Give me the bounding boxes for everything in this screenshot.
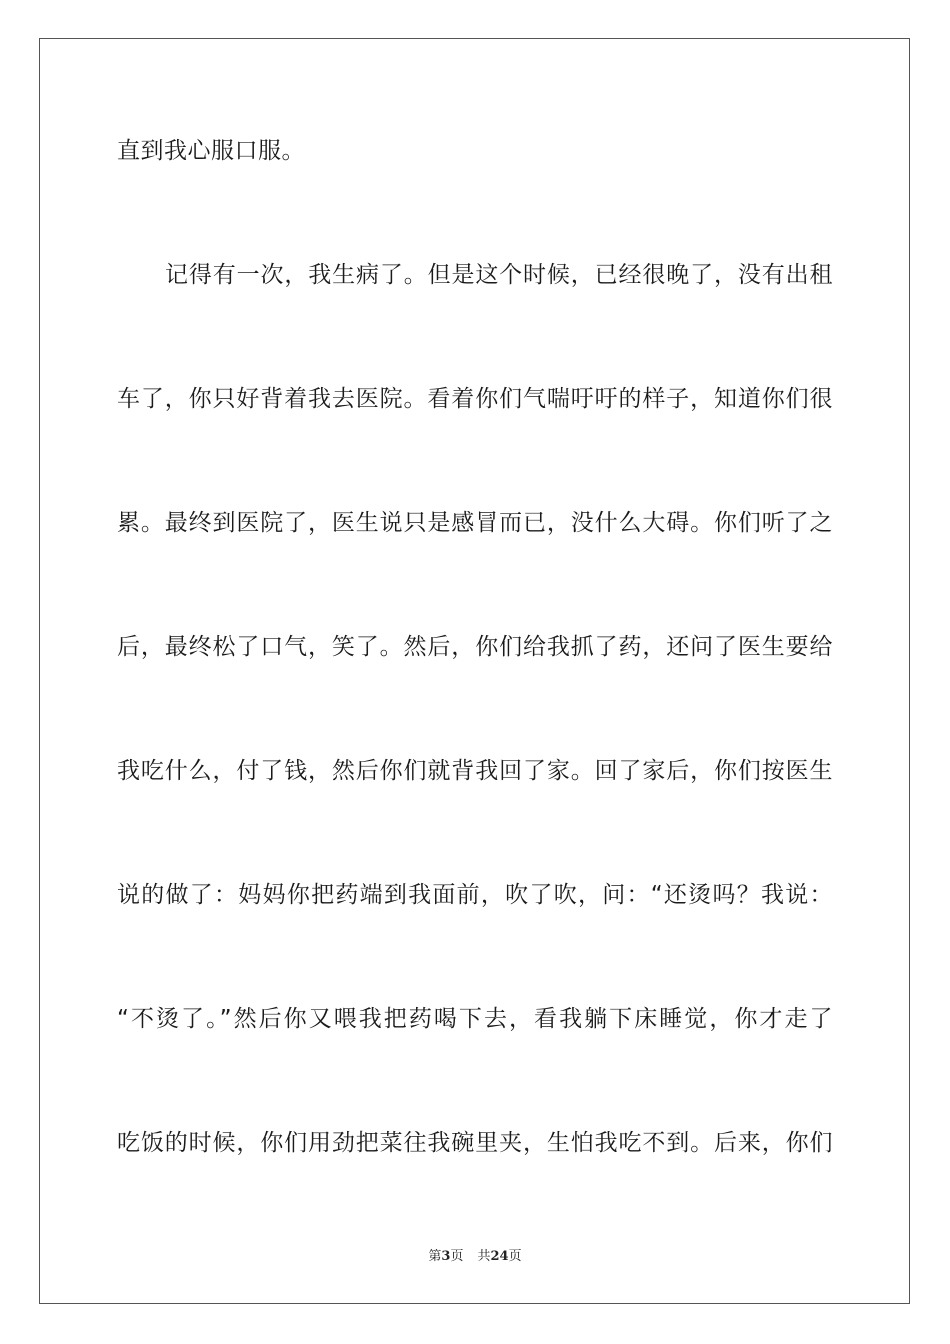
text-line-9: 吃饭的时候，你们用劲把菜往我碗里夹，生怕我吃不到。后来，你们: [117, 1130, 833, 1156]
text-line-5: 后，最终松了口气，笑了。然后，你们给我抓了药，还问了医生要给: [117, 634, 833, 660]
text-line-3: 车了，你只好背着我去医院。看着你们气喘吁吁的样子，知道你们很: [117, 386, 833, 412]
page-border: [39, 38, 910, 1304]
text-line-8: “不烫了。”然后你又喂我把药喝下去，看我躺下床睡觉，你才走了: [117, 1006, 833, 1032]
text-line-4: 累。最终到医院了，医生说只是感冒而已，没什么大碍。你们听了之: [117, 510, 833, 536]
text-line-7: 说的做了：妈妈你把药端到我面前，吹了吹，问：“还烫吗？我说：: [117, 882, 833, 908]
total-pages: 24: [490, 1249, 509, 1264]
page-number: 3: [441, 1249, 451, 1264]
page-footer: [0, 1248, 950, 1266]
page-prefix: 第: [428, 1249, 442, 1264]
text-line-1: 直到我心服口服。: [117, 138, 305, 164]
page-suffix: 页: [450, 1249, 464, 1264]
total-prefix: 共: [477, 1249, 491, 1264]
text-line-6: 我吃什么，付了钱，然后你们就背我回了家。回了家后，你们按医生: [117, 758, 833, 784]
text-line-2: 记得有一次，我生病了。但是这个时候，已经很晚了，没有出租: [165, 262, 833, 288]
total-suffix: 页: [508, 1249, 522, 1264]
